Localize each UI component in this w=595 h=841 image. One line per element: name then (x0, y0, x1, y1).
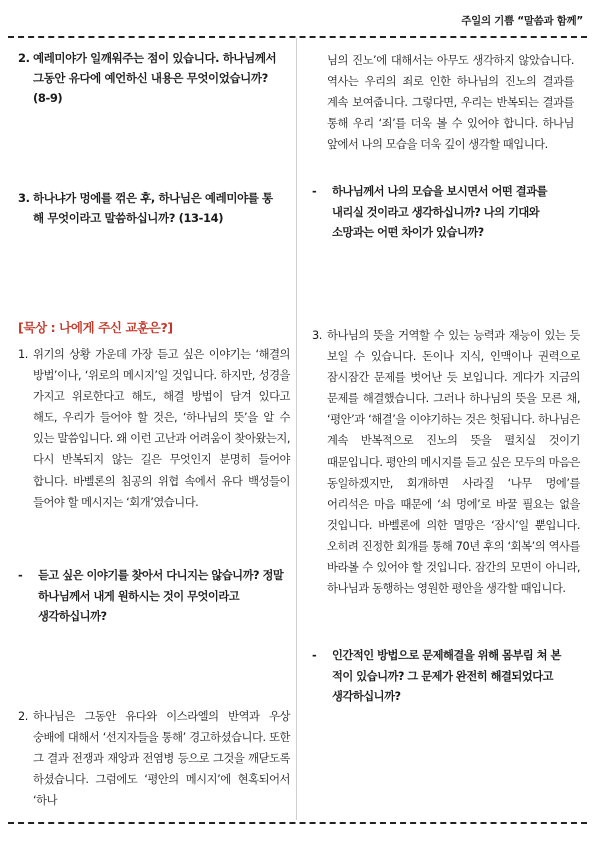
question-3 (18, 188, 280, 228)
meditation-item-2-reflection: - 하나님께서 나의 모습을 보시면서 어떤 결과를 내리실 것이라고 생각하십니까? 나의 기대와 소망과는 어떤 차이가 있습니까? (312, 182, 574, 244)
item-text: 님의 진노’에 대해서는 아무도 생각하지 않았습니다. 역사는 우리의 죄로 인한 하나님의 진노의 결과를 계속 보여줍니다. 그렇다면, 우리는 반복되는 결과를 통해 우리 ‘죄’를 더욱 볼 수 있어야 합니다. 하나님 앞에서 나의 모습을 더욱 깊이 생각할 때입니다. (327, 54, 574, 152)
item-number: 2. (18, 710, 28, 723)
item-text: 하나님의 뜻을 거역할 수 있는 능력과 재능이 있는 듯 보일 수 있습니다. 돈이나 지식, 인맥이나 권력으로 잠시잠간 문제를 벗어난 듯 보입니다. 게다가 지금의 문제를 해결했습니다. 그러나 하나님의 뜻을 모른 채, ‘평안’과 ‘해결’을 이야기하는 것은 헛됩니다. 하나님은 계속 반복적으로 진노의 뜻을 펼치실 것이기 때문입니다. 평안의 메시지를 듣고 싶은 모두의 마음은 동일하겠지만, 회개하면 사라질 ‘나무 멍에’를 어리석은 마음 때문에 ‘쇠 멍에’로 바꿀 필요는 없을 것입니다. 바벨론에 의한 멸망은 ‘잠시’일 뿐입니다. 오히려 진정한 회개를 통해 70년 후의 ‘회복’의 역사를 바라볼 수 있어야 할 것입니다. 잠간의 모면이 아니라, 하나님과 동행하는 영원한 평안을 생각할 때입니다. (327, 329, 580, 596)
item-text: 위기의 상황 가운데 가장 듣고 싶은 이야기는 ‘해결의 방법’이나, ‘위로의 메시지’일 것입니다. 하지만, 성경을 가지고 위로한다고 해도, 해결 방법이 담겨 있다고 해도, 우리가 들어야 할 것은, ‘하나님의 뜻’을 알 수 있는 말씀입니다. 왜 이런 고난과 어려움이 찾아왔는지, 다시 반복되지 않는 길은 무엇인지 분명히 들어야 합니다. 바벨론의 침공의 위협 속에서 유다 백성들이 들어야 할 메시지는 ‘회개’였습니다. (33, 348, 290, 509)
meditation-item-3-reflection: - 인간적인 방법으로 문제해결을 위해 몸부림 쳐 본 적이 있습니까? 그 문제가 완전히 해결되었다고 생각하십니까? (312, 646, 574, 708)
question-number: 2. (18, 51, 30, 65)
item-number: 1. (18, 348, 28, 361)
question-number: 3. (18, 191, 30, 205)
top-dashed-divider (8, 36, 587, 38)
meditation-section-title: [묵상 : 나에게 주신 교훈은?] (18, 320, 173, 335)
page-header-title: 주일의 기쁨 “말씀과 함께” (461, 15, 583, 27)
question-text: 예레미야가 일깨워주는 점이 있습니다. 하나님께서 그동안 유다에 예언하신 내용은 무엇이었습니까? (8-9) (33, 51, 277, 105)
question-text: 하나냐가 멍에를 꺾은 후, 하나님은 예레미야를 통해 무엇이라고 말씀하십니까? (13-14) (33, 191, 273, 225)
column-divider (296, 38, 297, 820)
meditation-item-3 (312, 325, 580, 599)
meditation-item-1-reflection: - 듣고 싶은 이야기를 찾아서 다니지는 않습니까? 정말 하나님께서 내게 원하시는 것이 무엇이라고 생각하십니까? (18, 566, 290, 628)
reflection-text: 인간적인 방법으로 문제해결을 위해 몸부림 쳐 본 적이 있습니까? 그 문제가 완전히 해결되었다고 생각하십니까? (332, 649, 561, 703)
reflection-text: 하나님께서 나의 모습을 보시면서 어떤 결과를 내리실 것이라고 생각하십니까? 나의 기대와 소망과는 어떤 차이가 있습니까? (332, 185, 548, 239)
bottom-dashed-divider (8, 822, 587, 824)
item-text: 하나님은 그동안 유다와 이스라엘의 반역과 우상 숭배에 대해서 ‘선지자들을 통해’ 경고하셨습니다. 또한 그 결과 전쟁과 재앙과 전염병 등으로 그것을 깨닫도록 하셨습니다. 그럼에도 ‘평안의 메시지’에 현혹되어서 ‘하나 (33, 710, 290, 808)
meditation-item-1 (18, 344, 290, 513)
item-number: 3. (312, 329, 322, 342)
reflection-text: 듣고 싶은 이야기를 찾아서 다니지는 않습니까? 정말 하나님께서 내게 원하시는 것이 무엇이라고 생각하십니까? (38, 569, 284, 623)
question-2 (18, 48, 280, 108)
meditation-item-2-continued (312, 50, 574, 155)
meditation-item-2 (18, 706, 290, 811)
